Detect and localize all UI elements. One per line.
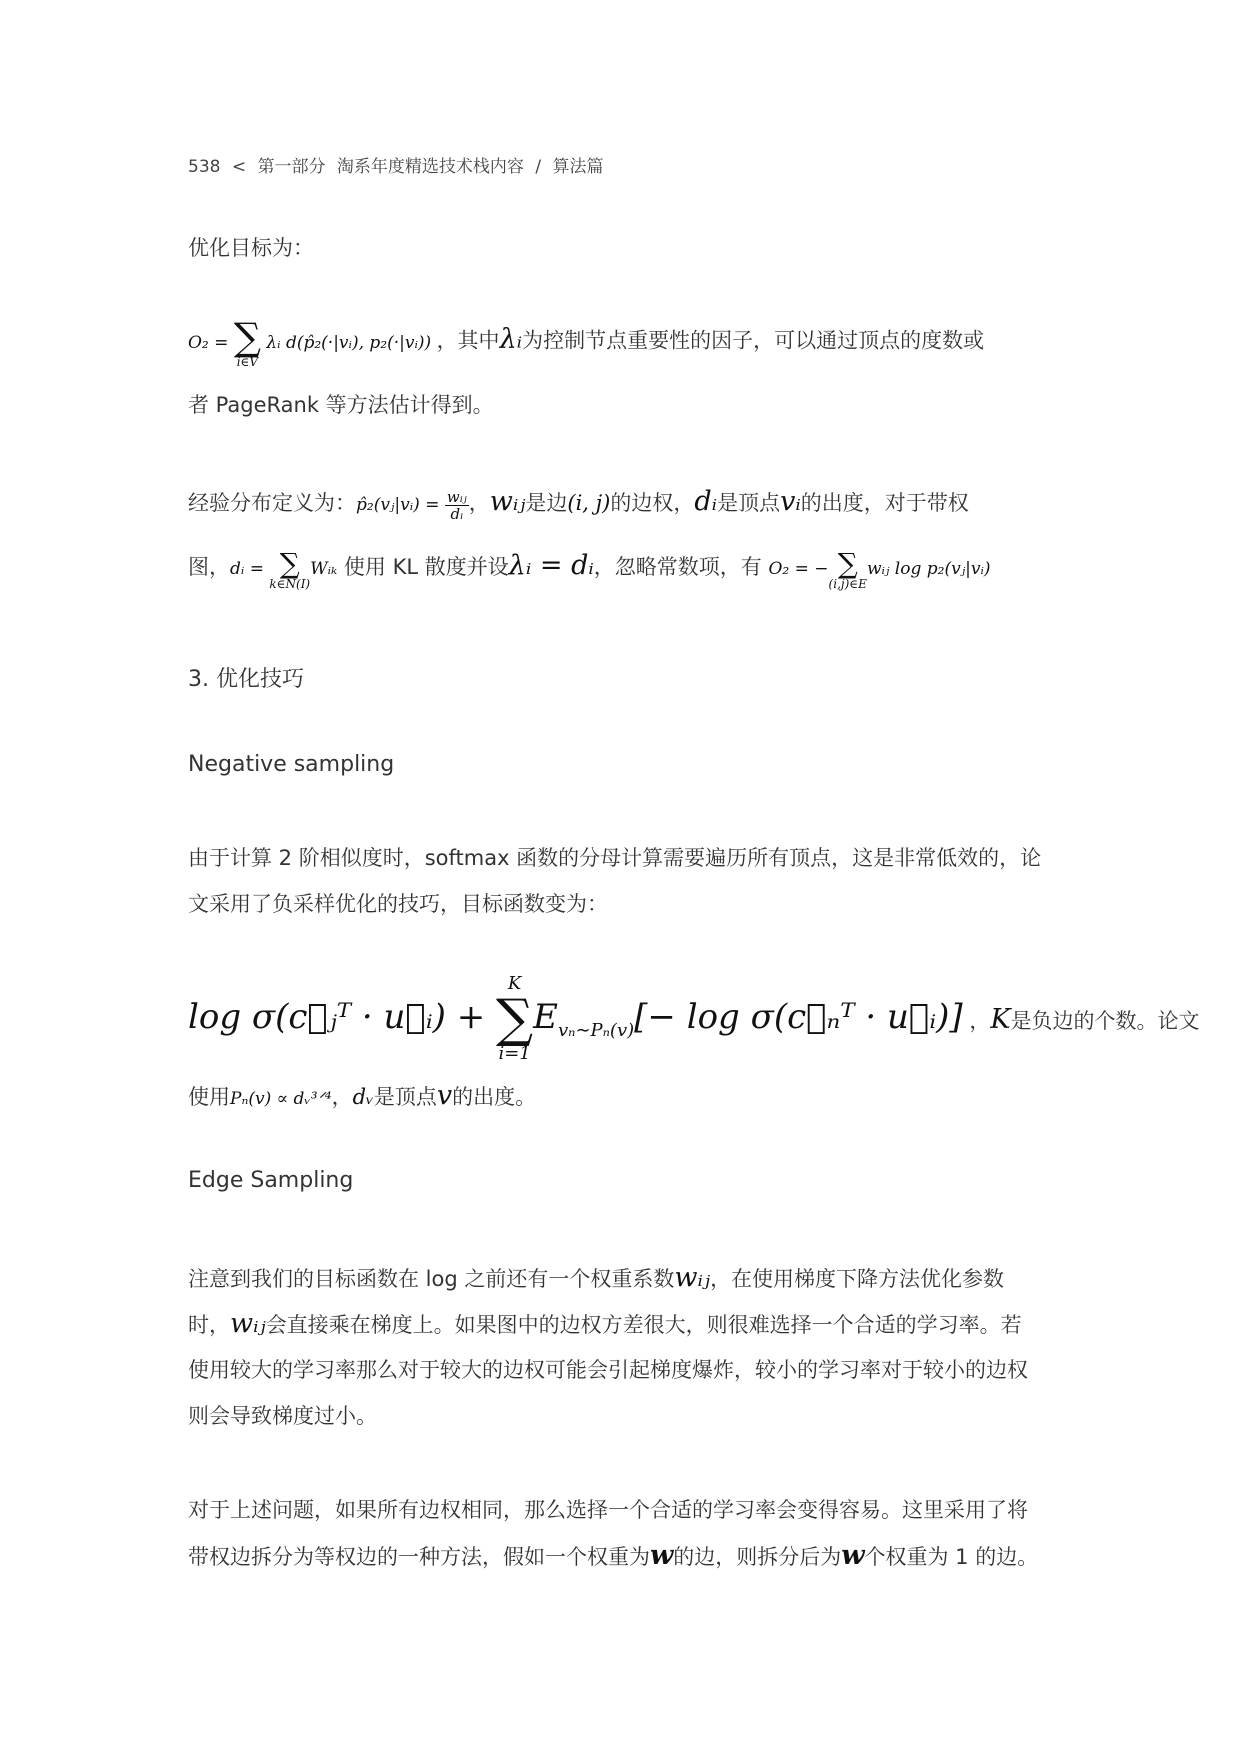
- edge-split-line-2: 带权边拆分为等权边的一种方法，假如一个权重为w的边，则拆分后为w个权重为 1 的边。: [188, 1540, 1039, 1571]
- running-header: [188, 152, 609, 177]
- edge-sampling-heading: Edge Sampling: [188, 1168, 354, 1193]
- neg-sampling-equation: log σ(c⃗ⱼᵀ · u⃗ᵢ) + K ∑ i=1 $E_{v_n\sim P_n(v)}[- \log$ σ(c⃗ₙᵀ · u⃗ᵢ)]: [188, 973, 963, 1064]
- edge-sampling-line-4: 则会导致梯度过小。: [188, 1404, 377, 1428]
- objective-paragraph: O₂ = ∑ i∈V λᵢ d(p̂₂(·|vᵢ), p₂(·|vᵢ)) ，其中λᵢ为控制节点重要性的因子，可以通过顶点的度数或: [188, 315, 985, 369]
- header-section: 算法篇: [552, 157, 604, 177]
- empirical-distribution-paragraph: 经验分布定义为：p̂₂(vⱼ|vᵢ) = $\frac{\text{wᵢⱼ}}{\text{dᵢ}}$ ，wᵢⱼ是边(i, j)的边权，dᵢ是顶点vᵢ的出度，对于带权: [188, 486, 969, 523]
- edge-sampling-line-3: 使用较大的学习率那么对于较大的边权可能会引起梯度爆炸，较小的学习率对于较小的边权: [188, 1358, 1028, 1382]
- objective-paragraph-cont: 者 PageRank 等方法估计得到。: [188, 393, 494, 417]
- negative-sampling-line-2: 文采用了负采样优化的技巧，目标函数变为：: [188, 892, 608, 916]
- page-number: 538: [188, 157, 221, 177]
- di-equation: dᵢ = ∑ k∈N(I) Wᵢₖ: [230, 546, 338, 591]
- negative-sampling-objective: log σ(c⃗ⱼᵀ · u⃗ᵢ) + K ∑ i=1 $E_{v_n\sim P_n(v)}[- \log$ σ(c⃗ₙᵀ · u⃗ᵢ)] ，K是负边的个数。论文: [188, 973, 1200, 1064]
- negative-sampling-line-1: 由于计算 2 阶相似度时，softmax 函数的分母计算需要遍历所有顶点，这是非常低效的，论: [188, 846, 1042, 870]
- edge-sampling-line-2: 时，wᵢⱼ会直接乘在梯度上。如果图中的边权方差很大，则很难选择一个合适的学习率。若: [188, 1308, 1022, 1339]
- o2-equation: O₂ = ∑ i∈V λᵢ d(p̂₂(·|vᵢ), p₂(·|vᵢ)): [188, 315, 432, 369]
- o2-kl-equation: O₂ = − ∑ (i,j)∈E wᵢⱼ log p₂(vⱼ|vᵢ): [768, 546, 991, 591]
- weighted-graph-paragraph: 图，dᵢ = ∑ k∈N(I) Wᵢₖ 使用 KL 散度并设λᵢ = dᵢ，忽略常数项，有 O₂ = − ∑ (i,j)∈E wᵢⱼ log p₂(vⱼ|vᵢ): [188, 546, 991, 591]
- section-heading-optimization: 3. 优化技巧: [188, 667, 304, 692]
- header-separator: <: [231, 157, 247, 177]
- negative-sampling-heading: Negative sampling: [188, 752, 395, 777]
- header-part: 第一部分: [257, 157, 326, 177]
- phat-equation: p̂₂(vⱼ|vᵢ) = $\frac{\text{wᵢⱼ}}{\text{dᵢ}}$: [356, 487, 467, 523]
- goal-paragraph: 优化目标为：: [188, 236, 314, 260]
- edge-sampling-line-1: 注意到我们的目标函数在 log 之前还有一个权重系数wᵢⱼ，在使用梯度下降方法优化参数: [188, 1262, 1005, 1293]
- header-slash: /: [535, 157, 542, 177]
- negative-sampling-distribution: 使用Pₙ(v) ∝ dᵥ³ᐟ⁴，dᵥ是顶点v的出度。: [188, 1080, 537, 1111]
- edge-split-line-1: 对于上述问题，如果所有边权相同，那么选择一个合适的学习率会变得容易。这里采用了将: [188, 1498, 1028, 1522]
- header-book-title: 淘系年度精选技术栈内容: [336, 157, 524, 177]
